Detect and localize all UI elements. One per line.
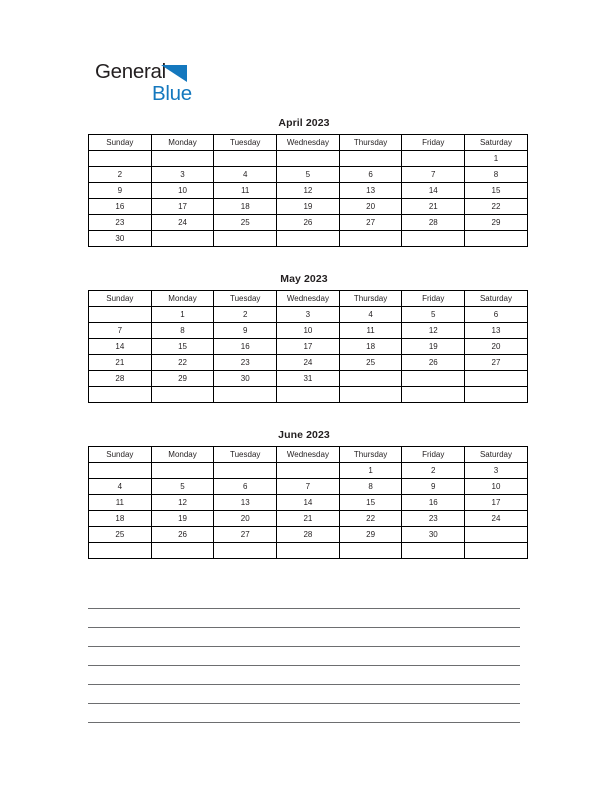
- weekday-header-saturday: Saturday: [465, 291, 528, 307]
- calendar-day-cell[interactable]: 5: [277, 167, 340, 183]
- calendar-day-cell[interactable]: 27: [339, 215, 402, 231]
- calendar-day-cell-empty: [277, 543, 340, 559]
- calendar-day-cell[interactable]: 11: [89, 495, 152, 511]
- calendar-day-cell[interactable]: 21: [402, 199, 465, 215]
- calendar-body: [89, 307, 528, 403]
- note-line[interactable]: [88, 590, 520, 609]
- calendar-day-cell[interactable]: 15: [151, 339, 214, 355]
- logo-text-blue: Blue: [152, 82, 192, 105]
- calendar-week-row: [89, 479, 528, 495]
- note-line[interactable]: [88, 628, 520, 647]
- calendar-day-cell[interactable]: 1: [151, 307, 214, 323]
- weekday-header-friday: Friday: [402, 447, 465, 463]
- calendar-day-cell-empty: [89, 387, 152, 403]
- calendar-day-cell[interactable]: 12: [402, 323, 465, 339]
- calendar-day-cell[interactable]: 26: [277, 215, 340, 231]
- weekday-header-tuesday: Tuesday: [214, 135, 277, 151]
- calendar-day-cell[interactable]: 27: [465, 355, 528, 371]
- calendar-day-cell-empty: [214, 387, 277, 403]
- calendar-day-cell[interactable]: 30: [214, 371, 277, 387]
- calendar-day-cell[interactable]: 24: [151, 215, 214, 231]
- calendar-day-cell-empty: [89, 543, 152, 559]
- calendar-table: [88, 134, 528, 247]
- calendar-day-cell-empty: [402, 371, 465, 387]
- calendar-day-cell[interactable]: 28: [89, 371, 152, 387]
- calendar-day-cell[interactable]: 15: [339, 495, 402, 511]
- calendar-day-cell[interactable]: 3: [465, 463, 528, 479]
- calendar-day-cell[interactable]: 25: [89, 527, 152, 543]
- calendar-day-cell[interactable]: 19: [402, 339, 465, 355]
- calendar-day-cell-empty: [339, 231, 402, 247]
- calendar-table: [88, 290, 528, 403]
- calendar-day-cell-empty: [339, 387, 402, 403]
- calendar-day-cell[interactable]: 28: [277, 527, 340, 543]
- calendar-day-cell[interactable]: 26: [151, 527, 214, 543]
- calendar-day-cell[interactable]: 9: [89, 183, 152, 199]
- weekday-header-saturday: Saturday: [465, 135, 528, 151]
- weekday-header-monday: Monday: [151, 447, 214, 463]
- calendar-day-cell[interactable]: 27: [214, 527, 277, 543]
- weekday-header-row: [89, 291, 528, 307]
- calendar-day-cell-empty: [277, 231, 340, 247]
- calendar-day-cell[interactable]: 18: [339, 339, 402, 355]
- weekday-header-tuesday: Tuesday: [214, 291, 277, 307]
- weekday-header-friday: Friday: [402, 291, 465, 307]
- calendar-block-may: [88, 273, 520, 403]
- calendar-day-cell[interactable]: 25: [214, 215, 277, 231]
- calendar-day-cell[interactable]: 13: [465, 323, 528, 339]
- calendar-week-row: [89, 355, 528, 371]
- calendar-day-cell-empty: [277, 151, 340, 167]
- calendar-day-cell[interactable]: 16: [214, 339, 277, 355]
- note-line[interactable]: [88, 704, 520, 723]
- calendar-day-cell-empty: [214, 543, 277, 559]
- calendar-day-cell-empty: [277, 463, 340, 479]
- calendar-day-cell[interactable]: 10: [151, 183, 214, 199]
- calendar-day-cell-empty: [339, 151, 402, 167]
- weekday-header-row: [89, 135, 528, 151]
- calendar-day-cell-empty: [89, 151, 152, 167]
- calendar-day-cell[interactable]: 23: [214, 355, 277, 371]
- calendar-day-cell-empty: [339, 371, 402, 387]
- calendar-day-cell[interactable]: 13: [214, 495, 277, 511]
- calendar-day-cell[interactable]: 16: [89, 199, 152, 215]
- calendar-block-april: [88, 117, 520, 247]
- calendar-day-cell[interactable]: 3: [277, 307, 340, 323]
- calendar-day-cell-empty: [277, 387, 340, 403]
- calendar-day-cell[interactable]: 17: [277, 339, 340, 355]
- calendar-day-cell-empty: [151, 387, 214, 403]
- weekday-header-monday: Monday: [151, 135, 214, 151]
- calendar-day-cell-empty: [89, 307, 152, 323]
- calendar-week-row: [89, 151, 528, 167]
- calendar-day-cell-empty: [465, 371, 528, 387]
- calendar-day-cell[interactable]: 21: [89, 355, 152, 371]
- calendar-day-cell[interactable]: 23: [402, 511, 465, 527]
- calendar-week-row: [89, 307, 528, 323]
- weekday-header-monday: Monday: [151, 291, 214, 307]
- calendar-week-row: [89, 371, 528, 387]
- note-line[interactable]: [88, 647, 520, 666]
- calendar-day-cell[interactable]: 18: [89, 511, 152, 527]
- calendar-day-cell[interactable]: 17: [151, 199, 214, 215]
- logo-top-row: [95, 60, 295, 84]
- calendar-day-cell[interactable]: 22: [151, 355, 214, 371]
- calendar-day-cell[interactable]: 19: [151, 511, 214, 527]
- calendar-body: [89, 463, 528, 559]
- triangle-icon: [161, 65, 187, 82]
- calendar-day-cell[interactable]: 10: [465, 479, 528, 495]
- calendar-week-row: [89, 543, 528, 559]
- month-title: May 2023: [280, 273, 328, 285]
- weekday-header-thursday: Thursday: [339, 291, 402, 307]
- calendar-day-cell[interactable]: 31: [277, 371, 340, 387]
- calendar-day-cell[interactable]: 26: [402, 355, 465, 371]
- calendar-day-cell[interactable]: 25: [339, 355, 402, 371]
- calendar-day-cell[interactable]: 15: [465, 183, 528, 199]
- calendar-day-cell[interactable]: 12: [151, 495, 214, 511]
- calendar-day-cell[interactable]: 28: [402, 215, 465, 231]
- note-line[interactable]: [88, 666, 520, 685]
- calendar-day-cell[interactable]: 1: [339, 463, 402, 479]
- calendar-week-row: [89, 199, 528, 215]
- calendar-day-cell-empty: [339, 543, 402, 559]
- calendar-day-cell[interactable]: 23: [89, 215, 152, 231]
- calendar-day-cell[interactable]: 7: [89, 323, 152, 339]
- month-title: June 2023: [278, 429, 330, 441]
- calendar-day-cell[interactable]: 29: [339, 527, 402, 543]
- calendar-week-row: [89, 387, 528, 403]
- calendar-day-cell[interactable]: 2: [402, 463, 465, 479]
- calendar-day-cell[interactable]: 2: [89, 167, 152, 183]
- calendar-day-cell-empty: [89, 463, 152, 479]
- calendar-day-cell-empty: [465, 231, 528, 247]
- calendar-day-cell-empty: [214, 463, 277, 479]
- calendar-day-cell[interactable]: 4: [214, 167, 277, 183]
- calendar-day-cell[interactable]: 24: [465, 511, 528, 527]
- calendar-day-cell-empty: [214, 231, 277, 247]
- calendar-day-cell[interactable]: 6: [339, 167, 402, 183]
- calendar-day-cell[interactable]: 22: [465, 199, 528, 215]
- calendar-day-cell[interactable]: 29: [151, 371, 214, 387]
- calendar-day-cell[interactable]: 11: [214, 183, 277, 199]
- weekday-header-friday: Friday: [402, 135, 465, 151]
- weekday-header-wednesday: Wednesday: [277, 291, 340, 307]
- calendar-week-row: [89, 339, 528, 355]
- calendar-day-cell-empty: [151, 463, 214, 479]
- calendar-day-cell[interactable]: 14: [89, 339, 152, 355]
- calendar-day-cell[interactable]: 8: [151, 323, 214, 339]
- calendar-day-cell[interactable]: 11: [339, 323, 402, 339]
- calendar-week-row: [89, 231, 528, 247]
- calendar-body: [89, 151, 528, 247]
- calendar-day-cell[interactable]: 20: [339, 199, 402, 215]
- calendar-day-cell-empty: [402, 151, 465, 167]
- notes-area: [88, 590, 520, 723]
- weekday-header-thursday: Thursday: [339, 135, 402, 151]
- calendar-day-cell-empty: [402, 387, 465, 403]
- calendar-day-cell-empty: [465, 387, 528, 403]
- calendar-day-cell[interactable]: 8: [465, 167, 528, 183]
- calendar-week-row: [89, 527, 528, 543]
- calendar-day-cell[interactable]: 3: [151, 167, 214, 183]
- calendar-day-cell[interactable]: 13: [339, 183, 402, 199]
- calendar-day-cell-empty: [151, 151, 214, 167]
- logo-text-general: General: [95, 60, 166, 83]
- weekday-header-sunday: Sunday: [89, 135, 152, 151]
- calendar-day-cell[interactable]: 4: [89, 479, 152, 495]
- calendar-day-cell[interactable]: 20: [214, 511, 277, 527]
- calendar-day-cell[interactable]: 6: [214, 479, 277, 495]
- weekday-header-thursday: Thursday: [339, 447, 402, 463]
- calendar-week-row: [89, 463, 528, 479]
- calendar-day-cell-empty: [151, 231, 214, 247]
- weekday-header-sunday: Sunday: [89, 291, 152, 307]
- calendar-day-cell[interactable]: 9: [402, 479, 465, 495]
- note-line[interactable]: [88, 685, 520, 704]
- calendar-week-row: [89, 495, 528, 511]
- calendar-day-cell[interactable]: 2: [214, 307, 277, 323]
- calendar-day-cell[interactable]: 10: [277, 323, 340, 339]
- calendar-day-cell[interactable]: 8: [339, 479, 402, 495]
- calendar-day-cell[interactable]: 30: [89, 231, 152, 247]
- weekday-header-row: [89, 447, 528, 463]
- calendar-week-row: [89, 323, 528, 339]
- calendar-day-cell[interactable]: 18: [214, 199, 277, 215]
- calendar-day-cell[interactable]: 6: [465, 307, 528, 323]
- calendar-day-cell-empty: [214, 151, 277, 167]
- weekday-header-sunday: Sunday: [89, 447, 152, 463]
- calendar-day-cell[interactable]: 7: [402, 167, 465, 183]
- weekday-header-saturday: Saturday: [465, 447, 528, 463]
- calendar-week-row: [89, 167, 528, 183]
- calendar-day-cell-empty: [402, 543, 465, 559]
- calendar-day-cell-empty: [465, 543, 528, 559]
- weekday-header-wednesday: Wednesday: [277, 135, 340, 151]
- brand-logo: [95, 60, 295, 110]
- note-line[interactable]: [88, 609, 520, 628]
- calendar-day-cell[interactable]: 14: [277, 495, 340, 511]
- calendar-day-cell[interactable]: 12: [277, 183, 340, 199]
- calendar-block-june: [88, 429, 520, 559]
- calendar-day-cell[interactable]: 16: [402, 495, 465, 511]
- weekday-header-tuesday: Tuesday: [214, 447, 277, 463]
- weekday-header-wednesday: Wednesday: [277, 447, 340, 463]
- calendar-day-cell[interactable]: 5: [151, 479, 214, 495]
- calendar-day-cell-empty: [151, 543, 214, 559]
- calendar-week-row: [89, 511, 528, 527]
- calendar-day-cell[interactable]: 4: [339, 307, 402, 323]
- calendar-day-cell[interactable]: 20: [465, 339, 528, 355]
- calendar-day-cell[interactable]: 17: [465, 495, 528, 511]
- calendar-week-row: [89, 183, 528, 199]
- calendar-day-cell[interactable]: 30: [402, 527, 465, 543]
- calendar-day-cell-empty: [402, 231, 465, 247]
- calendar-day-cell[interactable]: 21: [277, 511, 340, 527]
- calendar-day-cell[interactable]: 5: [402, 307, 465, 323]
- calendar-day-cell[interactable]: 1: [465, 151, 528, 167]
- calendar-table: [88, 446, 528, 559]
- calendar-day-cell[interactable]: 9: [214, 323, 277, 339]
- calendar-day-cell[interactable]: 22: [339, 511, 402, 527]
- calendar-day-cell[interactable]: 19: [277, 199, 340, 215]
- calendar-day-cell[interactable]: 7: [277, 479, 340, 495]
- calendar-day-cell-empty: [465, 527, 528, 543]
- calendar-day-cell[interactable]: 24: [277, 355, 340, 371]
- calendar-day-cell[interactable]: 29: [465, 215, 528, 231]
- month-title: April 2023: [278, 117, 330, 129]
- calendar-day-cell[interactable]: 14: [402, 183, 465, 199]
- calendar-week-row: [89, 215, 528, 231]
